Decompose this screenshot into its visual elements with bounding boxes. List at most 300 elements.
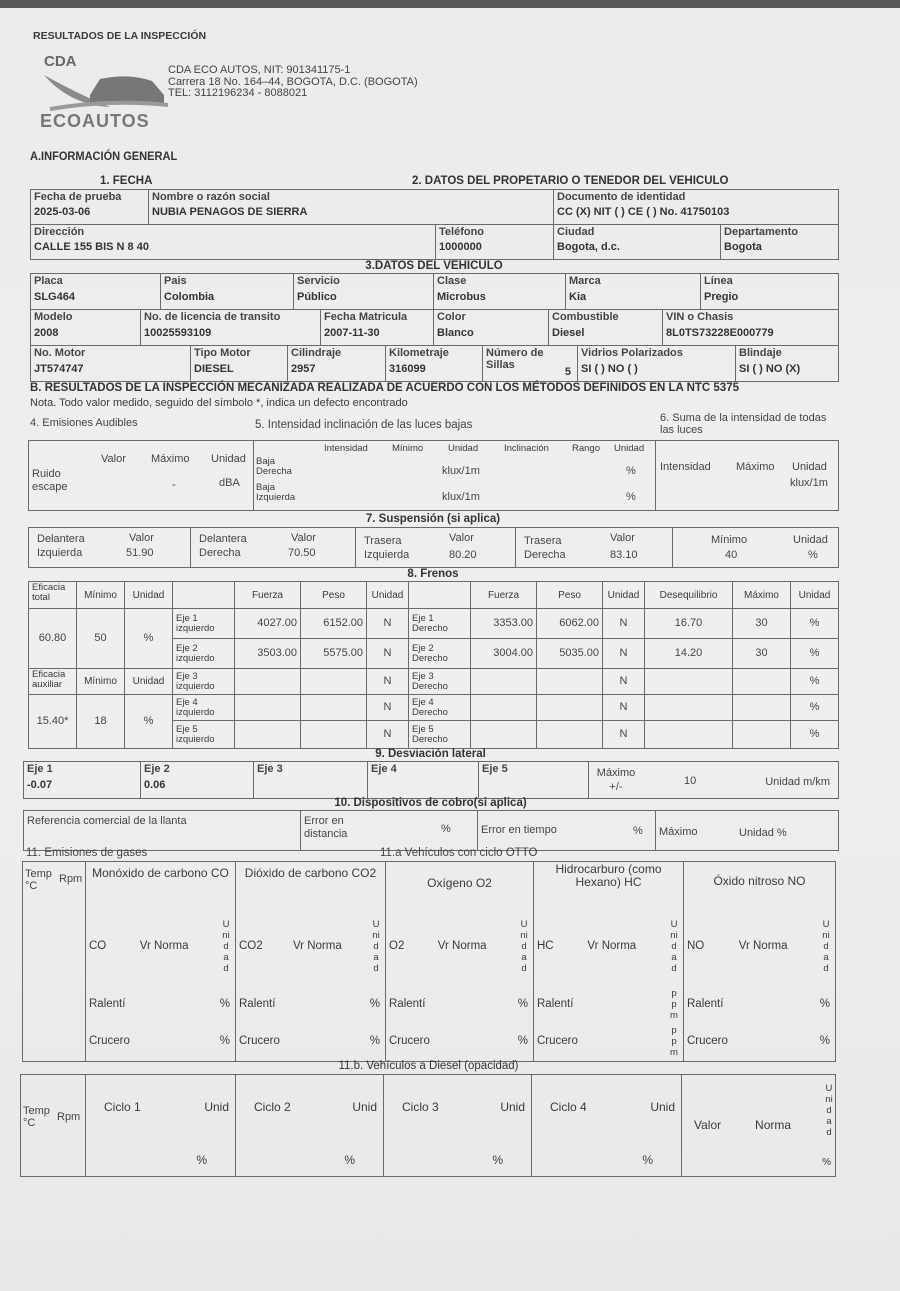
- axle-right-force: [471, 721, 537, 749]
- deviation-axle-2: [141, 762, 254, 799]
- text-label: ppm: [670, 1024, 678, 1058]
- text-label: 1000000: [439, 241, 482, 253]
- right-unit-header: Unidad: [603, 582, 645, 609]
- axle-right-label: Eje 2 Derecho: [409, 639, 471, 669]
- diesel-temp-rpm-cell: [21, 1075, 86, 1177]
- axle-left-label: Eje 1 izquierdo: [173, 609, 235, 639]
- text-label: Unid: [204, 1100, 229, 1114]
- total-efficiency-label: Eficacia total: [29, 582, 77, 609]
- suspension-title: 7. Suspensión (si aplica): [365, 513, 501, 525]
- plate-cell: [31, 274, 161, 310]
- taximeter-max-cell: [656, 811, 839, 851]
- brake-axle-row: [29, 669, 839, 695]
- axle-right-unit: N: [603, 695, 645, 721]
- text-label: Rpm: [59, 873, 83, 885]
- lights-header-unit2: Unidad: [614, 443, 645, 454]
- axle-right-label: Eje 4 Derecho: [409, 695, 471, 721]
- low-beam-right-unit: klux/1m: [442, 465, 480, 477]
- text-label: Unid: [650, 1100, 675, 1114]
- brakes-header-row: [29, 582, 839, 609]
- tire-reference-cell: Referencia comercial de la llanta: [24, 811, 301, 851]
- text-label: Crucero: [239, 1034, 280, 1047]
- text-label: 5: [564, 366, 571, 378]
- blank-cell: [409, 582, 471, 609]
- axle-right-label: Eje 1 Derecho: [409, 609, 471, 639]
- text-label: Crucero: [389, 1034, 430, 1047]
- text-label: Crucero: [687, 1034, 728, 1047]
- gas-o2-cell: [386, 862, 534, 1062]
- axle-imbalance-max: [733, 695, 791, 721]
- left-weight-header: Peso: [301, 582, 367, 609]
- registration-date-cell: [321, 310, 434, 346]
- axle-imbalance-unit: %: [791, 609, 839, 639]
- gas-hc-cell: [534, 862, 684, 1062]
- axle-right-weight: [537, 721, 603, 749]
- id-document-cell: [554, 190, 839, 225]
- text-label: Delantera Izquierda: [37, 533, 85, 559]
- text-label: Placa: [34, 275, 63, 287]
- brakes-table: [28, 581, 839, 749]
- armor-cell: [736, 346, 839, 382]
- report-title: RESULTADOS DE LA INSPECCIÓN: [33, 30, 207, 42]
- text-label: 2008: [34, 327, 59, 339]
- axle-right-label: Eje 5 Derecho: [409, 721, 471, 749]
- right-weight-header: Peso: [537, 582, 603, 609]
- text-label: Ciudad: [557, 226, 595, 238]
- noise-valor-header: Valor: [101, 453, 126, 465]
- axle-left-weight: [301, 695, 367, 721]
- text-label: Modelo: [34, 311, 73, 323]
- otto-title: 11.a Vehículos con ciclo OTTO: [380, 847, 538, 859]
- temp-rpm-cell: [23, 862, 86, 1062]
- seats-cell: [483, 346, 578, 382]
- axle-right-force: [471, 695, 537, 721]
- lights-title: 5. Intensidad inclinación de las luces bajas: [255, 419, 473, 431]
- text-label: Temp °C: [23, 1105, 50, 1129]
- lights-sum-intensity: Intensidad: [660, 461, 711, 473]
- text-label: SI ( ) NO ( ): [581, 363, 638, 375]
- deviation-table: [23, 761, 839, 799]
- brake-axle-row: [29, 609, 839, 639]
- text-label: Crucero: [89, 1034, 130, 1047]
- lights-sum-unit-label: Unidad: [792, 461, 827, 473]
- imbalance-header: Desequilibrio: [645, 582, 733, 609]
- low-beam-right-label: Baja Derecha: [256, 456, 292, 477]
- owner-table: [30, 189, 839, 260]
- text-label: CC (X) NIT ( ) CE ( ) No. 41750103: [557, 206, 730, 218]
- axle-left-weight: 5575.00: [301, 639, 367, 669]
- axle-right-force: 3004.00: [471, 639, 537, 669]
- text-label: %: [819, 998, 830, 1011]
- deviation-axle-5: [479, 762, 589, 799]
- otto-gases-table: [22, 861, 836, 1062]
- axle-right-unit: N: [603, 721, 645, 749]
- text-label: Unid: [500, 1100, 525, 1114]
- mileage-cell: [386, 346, 483, 382]
- time-error-cell: [478, 811, 656, 851]
- axle-left-force: 4027.00: [235, 609, 301, 639]
- text-label: %: [819, 1034, 830, 1047]
- model-cell: [31, 310, 141, 346]
- vehicle-table-row2: [30, 309, 839, 346]
- text-label: 10: [684, 775, 697, 787]
- text-label: Vr Norma: [437, 939, 487, 952]
- aux-efficiency-unit: %: [125, 695, 173, 749]
- diesel-cycle-1: [86, 1075, 236, 1177]
- text-label: Eje 1: [27, 763, 53, 775]
- text-label: Colombia: [164, 291, 215, 303]
- text-label: Unidad m/km: [765, 776, 830, 788]
- axle-left-weight: 6152.00: [301, 609, 367, 639]
- text-label: Trasera Izquierda: [364, 535, 410, 561]
- text-label: 8L0TS73228E000779: [666, 327, 774, 339]
- text-label: Eje 5: [482, 763, 508, 775]
- blank-cell: [173, 582, 235, 609]
- text-label: Pais: [164, 275, 187, 287]
- text-label: Número de Sillas: [486, 347, 544, 371]
- text-label: Ciclo 3: [402, 1100, 439, 1114]
- suspension-rear-left: [356, 528, 516, 568]
- gas-no-cell: [684, 862, 836, 1062]
- text-label: Vidrios Polarizados: [581, 347, 683, 359]
- text-label: Ralentí: [389, 998, 426, 1011]
- deviation-max-cell: [589, 762, 839, 799]
- text-label: Norma: [755, 1118, 792, 1132]
- low-beam-left-pct: %: [626, 491, 636, 503]
- axle-right-weight: 6062.00: [537, 609, 603, 639]
- axle-left-force: 3503.00: [235, 639, 301, 669]
- text-label: Blanco: [437, 327, 474, 339]
- test-date-cell: [31, 190, 149, 225]
- gas-co-cell: [86, 862, 236, 1062]
- text-label: Ciclo 1: [104, 1100, 141, 1114]
- fuel-cell: [549, 310, 663, 346]
- text-label: 10025593109: [144, 327, 212, 339]
- text-label: Servicio: [297, 275, 340, 287]
- class-cell: [434, 274, 566, 310]
- text-label: %: [808, 549, 818, 561]
- text-label: %: [441, 823, 451, 835]
- deviation-title: 9. Desviación lateral: [375, 748, 486, 760]
- country-cell: [161, 274, 294, 310]
- text-label: Ciclo 4: [550, 1100, 587, 1114]
- text-label: Unidad: [222, 918, 230, 974]
- axle-right-label: Eje 3 Derecho: [409, 669, 471, 695]
- color-cell: [434, 310, 549, 346]
- vehicle-title: 3.DATOS DEL VEHICULO: [365, 260, 503, 272]
- aux-min-label: Mínimo: [77, 669, 125, 695]
- text-label: CO: [89, 939, 107, 952]
- engine-type-cell: [191, 346, 288, 382]
- axle-right-unit: N: [603, 639, 645, 669]
- text-label: Ralentí: [239, 998, 276, 1011]
- text-label: Vr Norma: [738, 939, 788, 952]
- text-label: Mínimo: [711, 534, 748, 546]
- low-beam-cell: [254, 441, 656, 511]
- text-label: Fecha de prueba: [34, 191, 122, 203]
- lights-sum-max: Máximo: [736, 461, 775, 473]
- company-phone: TEL: 3112196234 - 8088021: [168, 87, 308, 99]
- text-label: Tipo Motor: [194, 347, 251, 359]
- text-label: 70.50: [288, 547, 316, 559]
- text-label: Fecha Matricula: [324, 311, 408, 323]
- noise-unit-header: Unidad: [211, 453, 246, 465]
- axle-left-unit: N: [367, 639, 409, 669]
- text-label: 2025-03-06: [34, 206, 91, 218]
- text-label: Temp °C: [25, 868, 52, 892]
- text-label: Unidad: [825, 1083, 833, 1138]
- total-efficiency-value: 60.80: [29, 609, 77, 669]
- address-cell: [31, 225, 436, 260]
- lights-sum-unit: klux/1m: [790, 477, 828, 489]
- text-label: Trasera Derecha: [524, 535, 566, 561]
- text-label: Color: [437, 311, 466, 323]
- diesel-cycle-4: [532, 1075, 682, 1177]
- deviation-axle-3: [254, 762, 368, 799]
- diesel-title: 11.b. Vehículos a Diesel (opacidad): [338, 1060, 519, 1072]
- text-label: JT574747: [34, 363, 84, 375]
- distance-error-cell: [301, 811, 478, 851]
- owner-title: 2. DATOS DEL PROPETARIO O TENEDOR DEL VEHICULO: [412, 175, 729, 187]
- text-label: 80.20: [449, 549, 477, 561]
- text-label: %: [517, 1034, 528, 1047]
- text-label: Kia: [569, 291, 587, 303]
- axle-right-weight: [537, 669, 603, 695]
- axle-left-label: Eje 3 izquierdo: [173, 669, 235, 695]
- license-cell: [141, 310, 321, 346]
- low-beam-right-pct: %: [626, 465, 636, 477]
- taximeter-title: 10. Dispositivos de cobro(si aplica): [334, 797, 527, 809]
- text-label: %: [369, 998, 380, 1011]
- low-beam-left-unit: klux/1m: [442, 491, 480, 503]
- lights-sum-title: 6. Suma de la intensidad de todas las luces: [660, 412, 827, 436]
- text-label: Unidad: [670, 918, 678, 974]
- logo-text-cda: CDA: [44, 53, 77, 70]
- text-label: Valor: [129, 532, 154, 544]
- noise-unit: dBA: [219, 477, 240, 489]
- aux-efficiency-value: 15.40*: [29, 695, 77, 749]
- gases-title: 11. Emisiones de gases: [26, 847, 148, 859]
- text-label: Eje 2: [144, 763, 170, 775]
- text-label: NUBIA PENAGOS DE SIERRA: [152, 206, 308, 218]
- text-label: Unid: [352, 1100, 377, 1114]
- text-label: HC: [537, 939, 554, 952]
- text-label: ppm: [670, 988, 678, 1022]
- imbalance-max-header: Máximo: [733, 582, 791, 609]
- axle-left-force: [235, 721, 301, 749]
- company-logo: [40, 53, 170, 133]
- vehicle-table-row1: [30, 273, 839, 310]
- text-label: Unidad: [793, 534, 828, 546]
- axle-imbalance-unit: %: [791, 695, 839, 721]
- text-label: %: [517, 998, 528, 1011]
- gas-title: Oxígeno O2: [427, 876, 492, 890]
- axle-left-unit: N: [367, 609, 409, 639]
- text-label: Delantera Derecha: [199, 533, 247, 559]
- aux-efficiency-label: Eficacia auxiliar: [29, 669, 77, 695]
- text-label: %: [492, 1153, 503, 1167]
- company-address: Carrera 18 No. 164–44, BOGOTA, D.C. (BOGOTA): [168, 75, 418, 88]
- text-label: Departamento: [724, 226, 798, 238]
- axle-left-force: [235, 669, 301, 695]
- text-label: NO: [687, 939, 705, 952]
- text-label: Error en tiempo: [481, 824, 557, 836]
- text-label: Valor: [610, 532, 635, 544]
- department-cell: [721, 225, 839, 260]
- text-label: 316099: [389, 363, 426, 375]
- lights-header-range: Rango: [572, 443, 600, 454]
- text-label: Valor: [449, 532, 474, 544]
- axle-imbalance-max: 30: [733, 609, 791, 639]
- text-label: Error en distancia: [304, 815, 348, 840]
- section-a-title: A.INFORMACIÓN GENERAL: [30, 149, 178, 163]
- text-label: SLG464: [34, 291, 75, 303]
- text-label: Dirección: [34, 226, 85, 238]
- diesel-opacity-table: [20, 1074, 836, 1177]
- left-unit-header: Unidad: [367, 582, 409, 609]
- taximeter-table: [23, 810, 839, 851]
- text-label: No. de licencia de transito: [144, 311, 281, 323]
- text-label: Máximo: [659, 826, 698, 838]
- text-label: VIN o Chasis: [666, 311, 734, 323]
- text-label: No. Motor: [34, 347, 86, 359]
- axle-right-weight: 5035.00: [537, 639, 603, 669]
- line-cell: [701, 274, 839, 310]
- car-leaf-logo-icon: [40, 65, 170, 115]
- text-label: Ralentí: [687, 998, 724, 1011]
- suspension-table: [28, 527, 839, 568]
- text-label: DIESEL: [194, 363, 234, 375]
- text-label: %: [344, 1153, 355, 1167]
- total-unit-label: Unidad: [125, 582, 173, 609]
- axle-imbalance: [645, 695, 733, 721]
- right-force-header: Fuerza: [471, 582, 537, 609]
- text-label: Eje 3: [257, 763, 283, 775]
- text-label: Combustible: [552, 311, 619, 323]
- noise-max-header: Máximo: [151, 453, 190, 465]
- axle-left-weight: [301, 669, 367, 695]
- suspension-rear-right: [516, 528, 673, 568]
- text-label: Vr Norma: [587, 939, 637, 952]
- axle-imbalance-max: 30: [733, 639, 791, 669]
- displacement-cell: [288, 346, 386, 382]
- text-label: Crucero: [537, 1034, 578, 1047]
- text-label: Unidad: [520, 918, 528, 974]
- axle-imbalance: [645, 669, 733, 695]
- text-label: -0.07: [27, 779, 53, 791]
- noise-value: -: [172, 479, 176, 491]
- text-label: Eje 4: [371, 763, 397, 775]
- gas-title: Óxido nitroso NO: [713, 874, 806, 888]
- fecha-title: 1. FECHA: [100, 175, 153, 187]
- logo-text-ecoautos: ECOAUTOS: [40, 111, 150, 131]
- gas-co2-cell: [236, 862, 386, 1062]
- text-label: %: [219, 1034, 230, 1047]
- noise-cell: [29, 441, 254, 511]
- gas-title: Hidrocarburo (como Hexano) HC: [555, 862, 662, 889]
- text-label: 2007-11-30: [324, 327, 380, 339]
- noise-lights-table: [28, 440, 839, 511]
- axle-left-label: Eje 5 izquierdo: [173, 721, 235, 749]
- text-label: Bogota: [724, 241, 762, 253]
- diesel-value-norm: [682, 1075, 836, 1177]
- axle-left-force: [235, 695, 301, 721]
- text-label: Blindaje: [739, 347, 782, 359]
- diesel-cycle-3: [384, 1075, 532, 1177]
- text-label: Microbus: [437, 291, 486, 303]
- text-label: %: [369, 1034, 380, 1047]
- deviation-axle-4: [368, 762, 479, 799]
- service-cell: [294, 274, 434, 310]
- text-label: Documento de identidad: [557, 191, 686, 203]
- text-label: Marca: [569, 275, 601, 287]
- brand-cell: [566, 274, 701, 310]
- text-label: Teléfono: [439, 226, 485, 238]
- text-label: Bogota, d.c.: [557, 241, 620, 253]
- text-label: 0.06: [144, 779, 166, 791]
- brakes-title: 8. Frenos: [407, 568, 459, 580]
- axle-imbalance: 16.70: [645, 609, 733, 639]
- text-label: Máximo +/-: [596, 767, 636, 793]
- text-label: Unidad: [372, 918, 380, 974]
- company-nit: CDA ECO AUTOS, NIT: 901341175-1: [168, 64, 351, 76]
- text-label: CALLE 155 BIS N 8 40: [34, 241, 149, 253]
- suspension-front-right: [191, 528, 356, 568]
- text-label: %: [633, 825, 643, 837]
- text-label: CO2: [239, 939, 263, 952]
- brake-axle-row: [29, 695, 839, 721]
- text-label: Unidad %: [739, 827, 787, 839]
- text-label: Valor: [291, 532, 316, 544]
- axle-left-label: Eje 2 izquierdo: [173, 639, 235, 669]
- lights-header-inclination: Inclinación: [504, 443, 549, 454]
- axle-left-unit: N: [367, 695, 409, 721]
- text-label: 51.90: [126, 547, 154, 559]
- engine-number-cell: [31, 346, 191, 382]
- text-label: %: [822, 1157, 831, 1168]
- left-force-header: Fuerza: [235, 582, 301, 609]
- total-min-label: Mínimo: [77, 582, 125, 609]
- axle-left-unit: N: [367, 669, 409, 695]
- text-label: 40: [725, 549, 738, 561]
- gas-title: Dióxido de carbono CO2: [244, 866, 377, 880]
- text-label: Nombre o razón social: [152, 191, 270, 203]
- axle-imbalance-max: [733, 669, 791, 695]
- noise-title: 4. Emisiones Audibles: [30, 417, 138, 429]
- tinted-windows-cell: [578, 346, 736, 382]
- text-label: Diesel: [552, 327, 585, 339]
- deviation-axle-1: [24, 762, 141, 799]
- axle-left-unit: N: [367, 721, 409, 749]
- section-b-title: B. RESULTADOS DE LA INSPECCIÓN MECANIZADA REALIZADA DE ACUERDO CON LOS MÉTODOS DEFINIDOS EN LA NTC 5375: [30, 382, 739, 394]
- defect-note: Nota. Todo valor medido, seguido del símbolo *, indica un defecto encontrado: [30, 397, 408, 409]
- axle-left-label: Eje 4 izquierdo: [173, 695, 235, 721]
- text-label: Cilindraje: [291, 347, 342, 359]
- vin-cell: [663, 310, 839, 346]
- axle-right-unit: N: [603, 669, 645, 695]
- text-label: Clase: [437, 275, 467, 287]
- total-efficiency-unit: %: [125, 609, 173, 669]
- text-label: Kilometraje: [389, 347, 449, 359]
- axle-imbalance-unit: %: [791, 721, 839, 749]
- diesel-cycle-2: [236, 1075, 384, 1177]
- gas-title: Monóxido de carbono CO: [92, 866, 229, 880]
- vehicle-table-row3: [30, 345, 839, 382]
- total-efficiency-min: 50: [77, 609, 125, 669]
- lights-header-unit: Unidad: [448, 443, 479, 454]
- low-beam-left-label: Baja Izquierda: [256, 482, 296, 503]
- axle-imbalance-unit: %: [791, 669, 839, 695]
